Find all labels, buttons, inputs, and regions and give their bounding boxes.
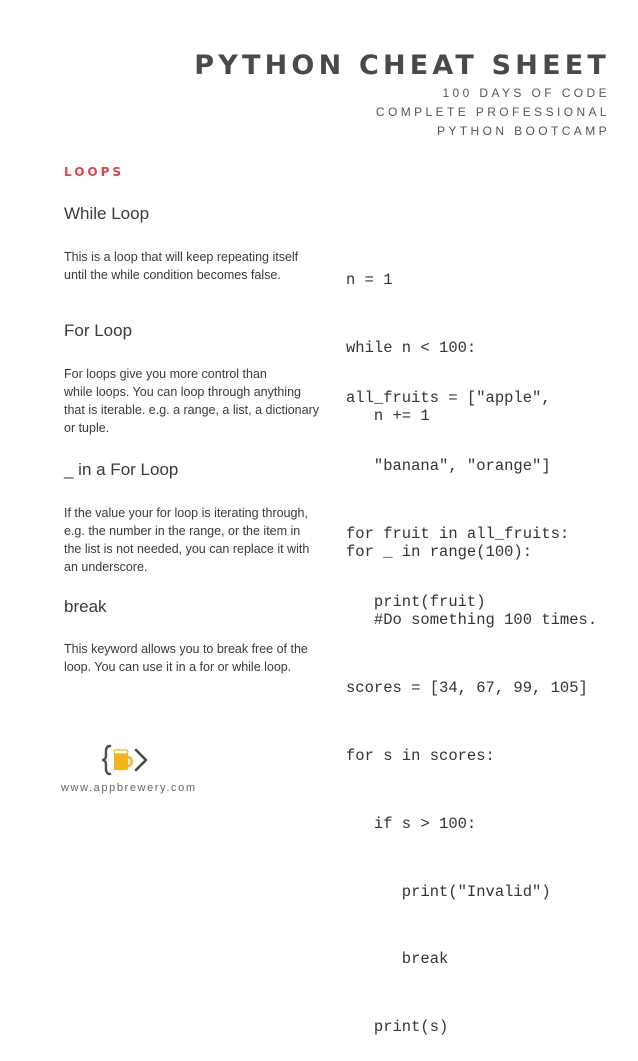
description-line: If the value your for loop is iterating through, bbox=[64, 506, 308, 520]
description-line: This keyword allows you to break free of the bbox=[64, 642, 308, 656]
code-line: "banana", "orange"] bbox=[346, 456, 551, 475]
page-header bbox=[194, 48, 610, 141]
description-line: until the while condition becomes false. bbox=[64, 268, 281, 282]
block-title: While Loop bbox=[64, 204, 150, 223]
block-description bbox=[64, 365, 336, 437]
block-while-loop bbox=[64, 204, 334, 224]
code-line: for s in scores: bbox=[346, 746, 495, 765]
code-line: for _ in range(100): bbox=[346, 543, 533, 562]
description-line: that is iterable. e.g. a range, a list, a dictionary bbox=[64, 403, 319, 417]
description-line: or tuple. bbox=[64, 421, 110, 435]
description-line: an underscore. bbox=[64, 560, 148, 574]
description-line: while loops. You can loop through anything bbox=[64, 385, 301, 399]
block-description bbox=[64, 248, 336, 284]
block-title: break bbox=[64, 597, 107, 616]
footer-url: www.appbrewery.com bbox=[61, 782, 197, 794]
code-line: print(fruit) bbox=[346, 592, 486, 611]
code-line: all_fruits = ["apple", bbox=[346, 389, 551, 408]
code-line: scores = [34, 67, 99, 105] bbox=[346, 679, 588, 698]
block-underscore-loop bbox=[64, 460, 334, 480]
code-line: print("Invalid") bbox=[346, 882, 551, 901]
code-line: n += 1 bbox=[346, 406, 430, 425]
subtitle-line-3: PYTHON BOOTCAMP bbox=[436, 124, 610, 138]
block-break bbox=[64, 597, 334, 617]
code-snippet bbox=[346, 496, 597, 654]
code-snippet bbox=[346, 632, 588, 1061]
code-line: if s > 100: bbox=[346, 814, 477, 833]
page-title: PYTHON CHEAT SHEET bbox=[194, 50, 610, 81]
block-title: For Loop bbox=[64, 321, 133, 340]
block-description bbox=[64, 640, 336, 676]
code-line: for fruit in all_fruits: bbox=[346, 524, 570, 543]
code-line: break bbox=[346, 950, 449, 969]
description-line: This is a loop that will keep repeating itself bbox=[64, 250, 299, 264]
description-line: For loops give you more control than bbox=[64, 367, 267, 381]
block-for-loop bbox=[64, 321, 334, 341]
code-line: n = 1 bbox=[346, 271, 393, 290]
subtitle-line-1: 100 DAYS OF CODE bbox=[442, 86, 610, 100]
subtitle-line-2: COMPLETE PROFESSIONAL bbox=[375, 105, 610, 119]
code-line: print(s) bbox=[346, 1018, 449, 1037]
description-line: e.g. the number in the range, or the item in bbox=[64, 524, 301, 538]
section-label: LOOPS bbox=[64, 165, 125, 179]
code-line: #Do something 100 times. bbox=[346, 610, 598, 629]
block-title: _ in a For Loop bbox=[64, 460, 179, 479]
app-brewery-logo-icon bbox=[102, 744, 150, 781]
description-line: loop. You can use it in a for or while loop. bbox=[64, 660, 292, 674]
block-description bbox=[64, 504, 336, 576]
description-line: the list is not needed, you can replace it with bbox=[64, 542, 310, 556]
code-line: while n < 100: bbox=[346, 338, 477, 357]
